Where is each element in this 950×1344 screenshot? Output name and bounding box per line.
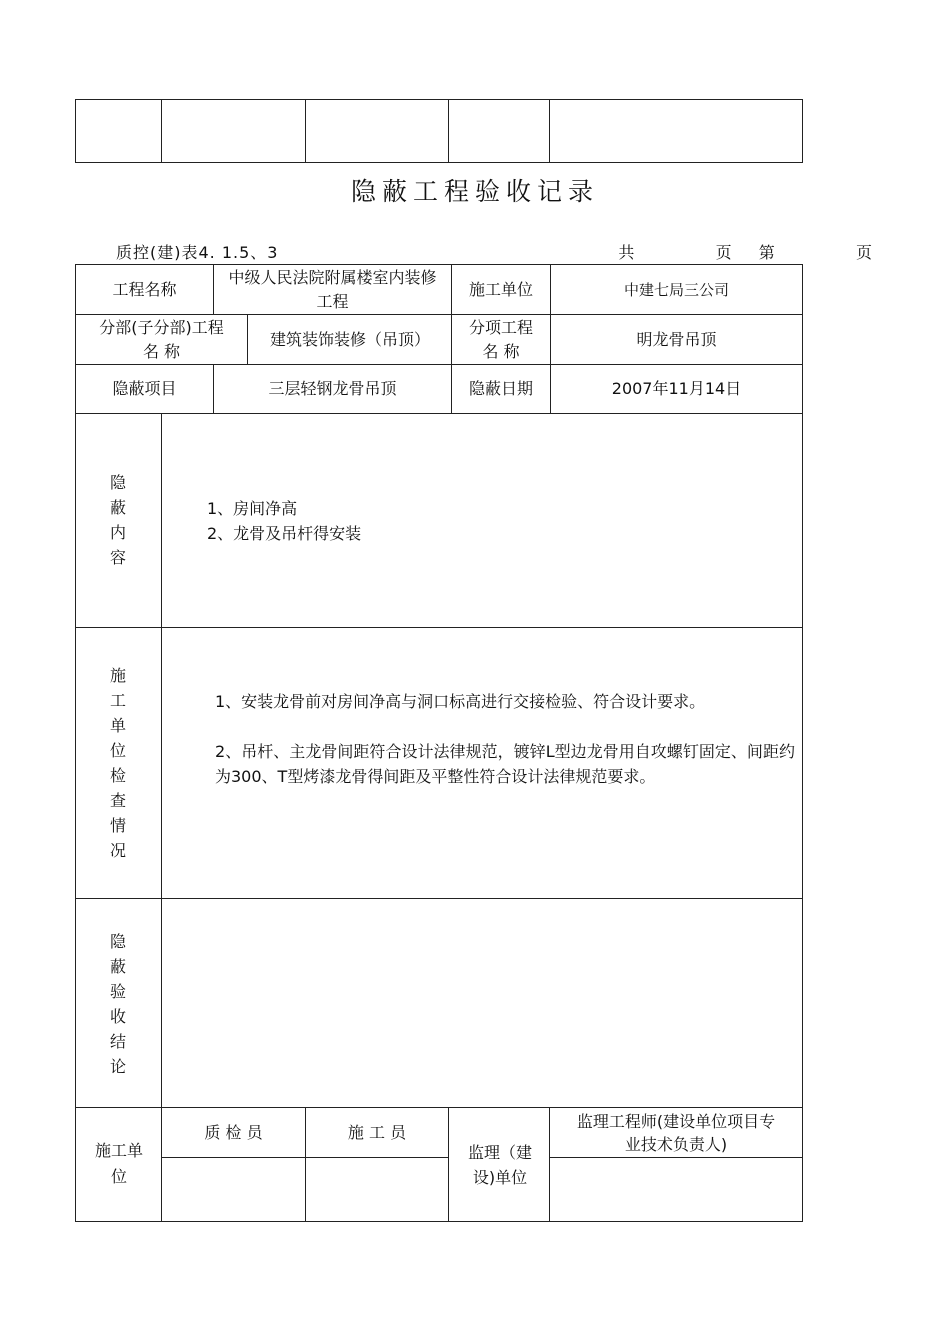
page-title: 隐蔽工程验收记录 xyxy=(350,177,599,206)
doc-number: 质控(建)表4. 1.5、3 xyxy=(116,243,279,262)
subitem-value: 明龙骨吊顶 xyxy=(636,329,717,349)
builder-label: 施 工 员 xyxy=(347,1123,407,1142)
builder-signature-field[interactable] xyxy=(306,1158,448,1221)
supervisor-unit-label: 监理（建设)单位 xyxy=(467,1143,532,1187)
page-info: 共 页 第 页 xyxy=(618,243,872,262)
project-name-label: 工程名称 xyxy=(112,279,177,299)
inspection-section-label: 施 工 单 位 检 查 情 况 xyxy=(109,666,126,860)
hidden-item-value: 三层轻钢龙骨吊顶 xyxy=(268,379,397,398)
contractor-label: 施工单位 xyxy=(468,279,533,299)
division-label: 分部(子分部)工程 名 称 xyxy=(99,317,224,361)
hidden-date-label: 隐蔽日期 xyxy=(468,379,533,398)
subitem-label: 分项工程 名 称 xyxy=(468,317,533,361)
hidden-date-value: 2007年11月14日 xyxy=(611,379,742,398)
inspection-text-1: 1、安装龙骨前对房间净高与洞口标高进行交接检验、符合设计要求。 xyxy=(215,692,706,711)
engineer-label: 监理工程师(建设单位项目专业技术负责人) xyxy=(576,1111,776,1154)
hidden-item-label: 隐蔽项目 xyxy=(112,379,177,398)
inspector-label: 质 检 员 xyxy=(204,1123,263,1142)
contractor-unit-label: 施工单位 xyxy=(94,1141,143,1186)
contractor-value: 中建七局三公司 xyxy=(623,280,729,299)
project-name-value: 中级人民法院附属楼室内装修工程 xyxy=(228,267,437,311)
content-line-1: 1、房间净高 xyxy=(207,499,298,518)
conclusion-section-label: 隐 蔽 验 收 结 论 xyxy=(109,932,126,1076)
division-value: 建筑装饰装修（吊顶） xyxy=(270,329,431,349)
inspector-signature-field[interactable] xyxy=(162,1158,305,1221)
content-line-2: 2、龙骨及吊杆得安装 xyxy=(207,524,362,543)
engineer-signature-field[interactable] xyxy=(550,1158,802,1221)
content-section-label: 隐 蔽 内 容 xyxy=(109,473,126,567)
inspection-text-2: 2、吊杆、主龙骨间距符合设计法律规范，镀锌L型边龙骨用自攻螺钉固定、间距约为300、T型烤漆龙骨得间距及平整性符合设计法律规范要求。 xyxy=(215,742,795,786)
